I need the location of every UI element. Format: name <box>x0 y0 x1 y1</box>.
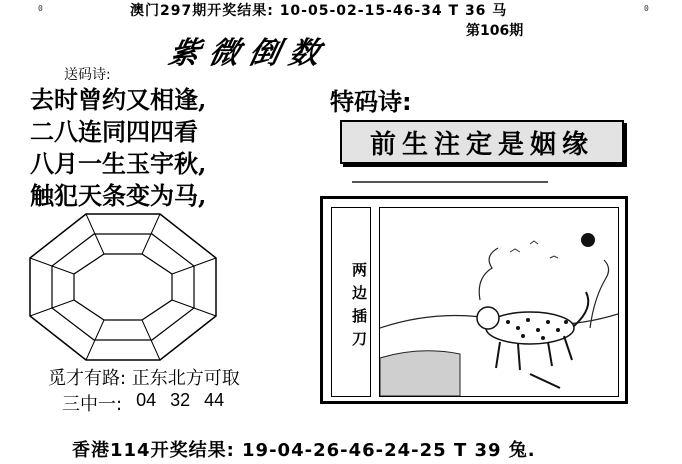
three-in-one-number: 32 <box>170 390 191 410</box>
moon-icon <box>581 233 595 247</box>
stick-icon <box>530 374 560 388</box>
wealth-direction: 觅才有路: 正东北方可取 <box>48 368 240 389</box>
octagon-outer <box>30 214 216 360</box>
corner-mark-left: 0 <box>38 4 43 13</box>
vertical-caption: 两边插刀 <box>350 262 368 354</box>
fine-print-line <box>352 178 552 188</box>
poem-line: 八月一生玉宇秋, <box>30 149 207 178</box>
poem-heading: 送码诗: <box>64 67 111 83</box>
special-heading: 特码诗: <box>330 88 412 116</box>
corner-mark-right: 0 <box>644 4 649 13</box>
illustration-panel <box>320 196 628 404</box>
vertical-caption-box <box>331 207 371 397</box>
special-banner <box>340 120 624 164</box>
fine-print-glyphs <box>352 178 552 186</box>
macau-result: 澳门297期开奖结果: 10-05-02-15-46-34 T 36 马 <box>130 3 508 19</box>
page-title: 紫微倒数 <box>165 36 333 71</box>
three-in-one-number: 04 <box>136 390 157 410</box>
issue-number: 第106期 <box>466 23 524 39</box>
bagua-octagon <box>28 212 218 362</box>
poem-line: 二八连同四四看 <box>30 117 198 146</box>
special-banner-text: 前生注定是姻缘 <box>369 129 594 160</box>
three-in-one-number: 44 <box>204 390 225 410</box>
poem-line: 去时曾约又相逢, <box>30 85 207 114</box>
leopard-illustration <box>379 207 619 397</box>
poem-line: 触犯天条变为马, <box>30 181 207 210</box>
three-in-one-label: 三中一: <box>62 394 123 415</box>
branch-icon <box>479 248 498 300</box>
three-in-one-row <box>62 390 224 416</box>
rock-icon <box>380 351 460 396</box>
birds-icon <box>510 241 558 258</box>
poem-block <box>30 84 206 212</box>
leopard-scene <box>380 208 618 396</box>
leopard-icon <box>477 292 588 370</box>
hk-result: 香港114开奖结果: 19-04-26-46-24-25 T 39 兔. <box>72 440 536 461</box>
